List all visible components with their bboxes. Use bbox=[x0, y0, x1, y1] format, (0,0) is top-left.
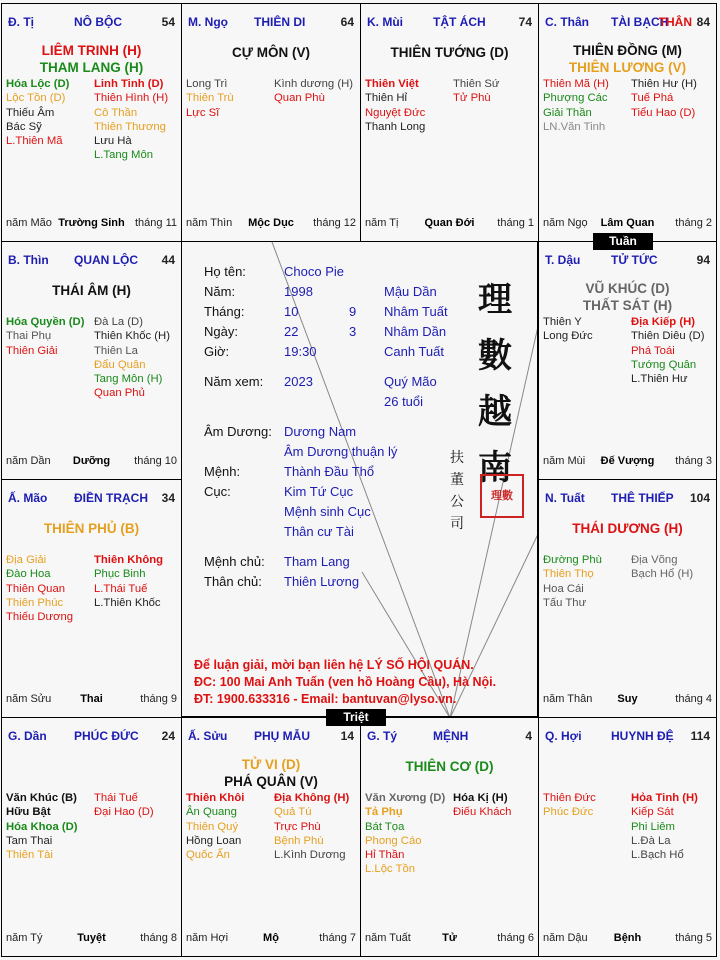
name-label: Họ tên: bbox=[204, 264, 246, 279]
palace-branch: Ấ. Mão bbox=[8, 491, 48, 505]
minor-star: Quả Tú bbox=[274, 806, 312, 819]
palace-ti bbox=[1, 3, 182, 242]
major-stars bbox=[2, 42, 181, 76]
palace-header bbox=[8, 491, 175, 507]
palace-month: tháng 9 bbox=[140, 693, 177, 705]
minor-star: Địa Kiếp (H) bbox=[631, 316, 696, 328]
minor-star: Tả Phụ bbox=[365, 806, 403, 819]
month-lunar: 9 bbox=[349, 304, 357, 319]
palace-thin bbox=[1, 241, 182, 480]
hour-can: Canh Tuất bbox=[384, 344, 444, 359]
palace-footer bbox=[543, 455, 712, 469]
minor-star: Bác Sỹ bbox=[6, 120, 42, 133]
minor-star: Tam Thai bbox=[6, 834, 53, 847]
minor-star: Điếu Khách bbox=[453, 806, 512, 819]
minor-star: Linh Tinh (D) bbox=[94, 78, 164, 90]
minor-star: Trực Phù bbox=[274, 820, 321, 833]
minor-star: L.Thái Tuế bbox=[94, 582, 148, 595]
palace-mui bbox=[360, 3, 539, 242]
palace-month: tháng 10 bbox=[134, 455, 177, 467]
palace-year: năm Thân bbox=[543, 693, 593, 705]
palace-number: 114 bbox=[690, 729, 710, 743]
palace-number: 34 bbox=[161, 491, 175, 505]
minor-star: Thiên Khôi bbox=[186, 792, 245, 804]
palace-branch: G. Tý bbox=[367, 729, 398, 743]
palace-branch: T. Dậu bbox=[545, 253, 581, 267]
hour-label: Giờ: bbox=[204, 344, 230, 359]
major-star: LIÊM TRINH (H) bbox=[41, 43, 142, 58]
palace-month: tháng 6 bbox=[497, 932, 534, 944]
minor-star: Thái Tuế bbox=[94, 792, 138, 804]
month-can: Nhâm Tuất bbox=[384, 304, 448, 319]
minor-star: Kiếp Sát bbox=[631, 806, 674, 819]
palace-footer bbox=[186, 932, 356, 946]
palace-month: tháng 7 bbox=[319, 932, 356, 944]
minor-star: Phong Cáo bbox=[365, 834, 422, 847]
minor-star: Cô Thần bbox=[94, 106, 138, 119]
palace-cycle: Đế Vượng bbox=[600, 455, 655, 467]
minor-star: Thiên Sứ bbox=[453, 78, 500, 90]
minor-star-column bbox=[453, 791, 511, 820]
contact-line-1: Để luận giải, mời bạn liên hệ LÝ SỐ HỘI QUÁN. bbox=[194, 658, 474, 672]
major-stars bbox=[539, 280, 716, 314]
minor-star-column bbox=[543, 791, 596, 820]
minor-star: Quan Phù bbox=[274, 92, 325, 105]
minor-star: Lực Sĩ bbox=[186, 106, 220, 119]
minor-star: Thanh Long bbox=[365, 120, 426, 133]
palace-footer bbox=[543, 217, 712, 231]
minor-star: Thiên Giải bbox=[6, 344, 58, 357]
minor-star: Hóa Kị (H) bbox=[453, 792, 508, 804]
minor-star: Bát Tọa bbox=[365, 820, 405, 833]
triet-badge: Triệt bbox=[326, 709, 386, 726]
minor-star: Ân Quang bbox=[186, 806, 237, 819]
palace-month: tháng 5 bbox=[675, 932, 712, 944]
minor-star: Kình dương (H) bbox=[274, 78, 354, 90]
minor-star: Tang Môn (H) bbox=[94, 373, 163, 386]
minor-star: Hồng Loan bbox=[186, 834, 242, 847]
contact-phone-email: ĐT: 1900.633316 - Email: bantuvan@lyso.vn. bbox=[194, 692, 457, 706]
minor-star: Phá Toái bbox=[631, 344, 675, 357]
than-marker: THÂN bbox=[658, 15, 692, 29]
palace-branch: Đ. Tị bbox=[8, 15, 34, 29]
palace-number: 54 bbox=[161, 15, 175, 29]
minor-star: Thiên Đức bbox=[543, 792, 596, 804]
palace-cycle: Dưỡng bbox=[72, 455, 111, 467]
minor-star: Thiên Khốc (H) bbox=[94, 330, 170, 343]
calligraphy-title: 理數越南 bbox=[478, 280, 512, 488]
minor-star: Đường Phù bbox=[543, 554, 602, 566]
minor-star-column bbox=[631, 791, 698, 862]
minor-star: Thiên Quý bbox=[186, 820, 239, 833]
palace-footer bbox=[543, 932, 712, 946]
minor-star-column bbox=[543, 553, 602, 610]
minor-star-column bbox=[186, 77, 234, 120]
palace-branch: G. Dần bbox=[8, 729, 47, 743]
major-stars bbox=[182, 44, 360, 61]
minor-star: Địa Không (H) bbox=[274, 792, 350, 804]
view-year-label: Năm xem: bbox=[204, 374, 264, 389]
minor-star: Thiên Diêu (D) bbox=[631, 330, 705, 343]
palace-month: tháng 12 bbox=[313, 217, 356, 229]
palace-dan bbox=[1, 717, 182, 957]
minor-star-column bbox=[94, 315, 170, 401]
palace-header bbox=[545, 491, 710, 507]
minor-star-column bbox=[453, 77, 500, 106]
minor-star: Hỏa Tinh (H) bbox=[631, 792, 698, 804]
palace-name: TẬT ÁCH bbox=[433, 15, 486, 29]
minor-star-column bbox=[274, 791, 349, 862]
minor-star-column bbox=[365, 77, 425, 134]
minor-star-column bbox=[94, 77, 168, 163]
minor-star: Phúc Đức bbox=[543, 806, 594, 819]
red-seal-stamp: 理數 bbox=[480, 474, 524, 518]
palace-cycle: Mộ bbox=[263, 932, 279, 944]
minor-star-column bbox=[6, 553, 73, 624]
palace-branch: B. Thìn bbox=[8, 253, 49, 267]
major-stars bbox=[361, 758, 538, 775]
minor-star: Hóa Khoa (D) bbox=[6, 820, 78, 833]
minor-star-column bbox=[6, 315, 84, 358]
palace-header bbox=[545, 253, 710, 269]
minor-star: Tiểu Hao (D) bbox=[631, 106, 696, 119]
contact-address: ĐC: 100 Mai Anh Tuấn (ven hồ Hoàng Cầu), Hà Nội. bbox=[194, 675, 497, 689]
palace-cycle: Bệnh bbox=[613, 932, 642, 944]
minor-star: Tấu Thư bbox=[543, 596, 587, 609]
palace-year: năm Sửu bbox=[6, 693, 52, 705]
palace-cycle: Trường Sinh bbox=[58, 217, 125, 229]
minor-star-column bbox=[94, 791, 154, 820]
minor-star-column bbox=[274, 77, 353, 106]
minor-star: Quan Phủ bbox=[94, 387, 145, 400]
minor-star: L.Thiên Khốc bbox=[94, 596, 161, 609]
minor-star: L.Đà La bbox=[631, 834, 671, 847]
palace-month: tháng 1 bbox=[497, 217, 534, 229]
palace-branch: Ấ. Sửu bbox=[188, 729, 228, 743]
minor-star: Phượng Các bbox=[543, 92, 608, 105]
minor-star: Quốc Ấn bbox=[186, 849, 230, 862]
cuc-note: Mệnh sinh Cục bbox=[284, 504, 371, 519]
major-star: TỬ VI (D) bbox=[241, 757, 301, 772]
major-star: CỰ MÔN (V) bbox=[232, 45, 310, 60]
major-stars bbox=[361, 44, 538, 61]
minor-star: L.Tang Môn bbox=[94, 149, 154, 162]
major-star: VŨ KHÚC (D) bbox=[585, 281, 670, 296]
menhchu-value: Tham Lang bbox=[284, 554, 350, 569]
palace-year: năm Tý bbox=[6, 932, 43, 944]
minor-star: L.Thiên Hư bbox=[631, 373, 688, 386]
palace-name: TỬ TỨC bbox=[611, 253, 658, 267]
minor-star: Hóa Lộc (D) bbox=[6, 78, 70, 90]
minor-star: L.Thiên Mã bbox=[6, 135, 63, 148]
day-label: Ngày: bbox=[204, 324, 238, 339]
major-star: THIÊN PHỦ (B) bbox=[43, 521, 140, 536]
menh-label: Mệnh: bbox=[204, 464, 241, 479]
palace-name: THIÊN DI bbox=[254, 15, 306, 29]
minor-star: Phi Liêm bbox=[631, 820, 675, 833]
palace-month: tháng 2 bbox=[675, 217, 712, 229]
palace-footer bbox=[6, 932, 177, 946]
minor-star: Thiếu Dương bbox=[6, 611, 74, 624]
major-stars bbox=[182, 756, 360, 790]
major-star: PHÁ QUÂN (V) bbox=[224, 774, 318, 789]
minor-star: Thiên Mã (H) bbox=[543, 78, 609, 90]
minor-star: Văn Khúc (B) bbox=[6, 792, 77, 804]
than-cu-note: Thân cư Tài bbox=[284, 524, 354, 539]
major-stars bbox=[2, 282, 181, 299]
minor-star: Hóa Quyền (D) bbox=[6, 316, 85, 328]
minor-star: Thiên Thọ bbox=[543, 568, 594, 581]
major-stars bbox=[539, 520, 716, 537]
palace-footer bbox=[6, 455, 177, 469]
palace-footer bbox=[543, 693, 712, 707]
minor-star: Thiên Hỉ bbox=[365, 92, 408, 105]
palace-name: PHÚC ĐỨC bbox=[74, 729, 139, 743]
palace-year: năm Dậu bbox=[543, 932, 588, 944]
minor-star: Hữu Bật bbox=[6, 806, 51, 819]
palace-number: 4 bbox=[525, 729, 532, 743]
minor-star: Thiên Phúc bbox=[6, 596, 64, 609]
hour-value: 19:30 bbox=[284, 344, 317, 359]
major-stars bbox=[539, 42, 716, 76]
major-star: THIÊN LƯƠNG (V) bbox=[568, 60, 687, 75]
palace-cycle: Tuyệt bbox=[77, 932, 106, 944]
year-label: Năm: bbox=[204, 284, 236, 299]
minor-star: LN.Văn Tinh bbox=[543, 120, 606, 133]
minor-star-column bbox=[6, 77, 69, 148]
palace-year: năm Mão bbox=[6, 217, 52, 229]
palace-number: 84 bbox=[696, 15, 710, 29]
calligraphy-subtitle: 扶董公司 bbox=[450, 450, 464, 532]
minor-star: Lộc Tồn (D) bbox=[6, 92, 66, 105]
minor-star-column bbox=[631, 553, 693, 582]
minor-star: Đào Hoa bbox=[6, 568, 51, 581]
palace-number: 94 bbox=[696, 253, 710, 267]
minor-star: Giải Thần bbox=[543, 106, 592, 119]
palace-year: năm Ngọ bbox=[543, 217, 588, 229]
thanchu-value: Thiên Lương bbox=[284, 574, 360, 589]
cuc-value: Kim Tứ Cục bbox=[284, 484, 354, 499]
month-solar: 10 bbox=[284, 304, 299, 319]
palace-name: ĐIỀN TRẠCH bbox=[74, 491, 148, 505]
palace-cycle: Suy bbox=[617, 693, 638, 705]
major-star: THIÊN TƯỚNG (D) bbox=[390, 45, 509, 60]
major-star: THẤT SÁT (H) bbox=[582, 298, 673, 313]
palace-month: tháng 11 bbox=[134, 217, 177, 229]
month-label: Tháng: bbox=[204, 304, 245, 319]
minor-star-column bbox=[631, 315, 704, 386]
minor-star: Phục Binh bbox=[94, 568, 146, 581]
minor-star: Bạch Hổ (H) bbox=[631, 568, 694, 581]
minor-star: Đà La (D) bbox=[94, 316, 143, 328]
palace-year: năm Hợi bbox=[186, 932, 229, 944]
minor-star: Thiên Việt bbox=[365, 78, 419, 90]
minor-star: Long Đức bbox=[543, 330, 593, 343]
tuan-badge: Tuần bbox=[593, 233, 653, 250]
palace-cycle: Quan Đới bbox=[424, 217, 475, 229]
palace-header bbox=[367, 729, 532, 745]
menh-value: Thành Đầu Thổ bbox=[284, 464, 375, 479]
minor-star: Hoa Cái bbox=[543, 582, 584, 595]
year-value: 1998 bbox=[284, 284, 313, 299]
palace-number: 104 bbox=[689, 491, 710, 505]
palace-hoi bbox=[538, 717, 717, 957]
palace-number: 44 bbox=[161, 253, 175, 267]
palace-ngo bbox=[181, 3, 361, 242]
palace-year: năm Thìn bbox=[186, 217, 233, 229]
year-can: Mậu Dần bbox=[384, 284, 437, 299]
minor-star: Nguyệt Đức bbox=[365, 106, 426, 119]
minor-star: Văn Xương (D) bbox=[365, 792, 446, 804]
view-year-value: 2023 bbox=[284, 374, 313, 389]
major-star: THÁI ÂM (H) bbox=[52, 283, 131, 298]
minor-star: Long Trì bbox=[186, 78, 228, 90]
minor-star: Hỉ Thần bbox=[365, 849, 405, 862]
minor-star: Bệnh Phù bbox=[274, 834, 324, 847]
minor-star-column bbox=[94, 553, 163, 610]
minor-star: Thiên Thương bbox=[94, 120, 166, 133]
minor-star: Thiên Trù bbox=[186, 92, 234, 105]
minor-star-column bbox=[543, 315, 593, 344]
palace-cycle: Thai bbox=[80, 693, 103, 705]
minor-star: Thiên Không bbox=[94, 554, 164, 566]
minor-star-column bbox=[631, 77, 697, 120]
palace-month: tháng 8 bbox=[140, 932, 177, 944]
minor-star: Thiếu Âm bbox=[6, 106, 55, 119]
palace-number: 74 bbox=[518, 15, 532, 29]
palace-month: tháng 4 bbox=[675, 693, 712, 705]
palace-footer bbox=[6, 217, 177, 231]
palace-cycle: Mộc Dục bbox=[248, 217, 294, 229]
name-value: Choco Pie bbox=[284, 264, 344, 279]
minor-star: Tử Phù bbox=[453, 92, 491, 105]
palace-mao bbox=[1, 479, 182, 718]
amduong-label: Âm Dương: bbox=[204, 424, 272, 439]
palace-name: MỆNH bbox=[433, 729, 469, 743]
minor-star: Thai Phụ bbox=[6, 330, 52, 343]
palace-branch: M. Ngọ bbox=[188, 15, 228, 29]
palace-name: NÔ BỘC bbox=[74, 15, 122, 29]
palace-cycle: Lâm Quan bbox=[600, 217, 655, 229]
minor-star: Tướng Quân bbox=[631, 358, 697, 371]
minor-star-column bbox=[543, 77, 609, 134]
minor-star: L.Bạch Hổ bbox=[631, 849, 684, 862]
minor-star: Lưu Hà bbox=[94, 135, 132, 148]
major-star: THIÊN CƠ (D) bbox=[405, 759, 494, 774]
major-star: THÁI DƯƠNG (H) bbox=[572, 521, 683, 536]
palace-number: 64 bbox=[340, 15, 354, 29]
palace-name: THÊ THIẾP bbox=[611, 491, 674, 505]
minor-star: Tuế Phá bbox=[631, 92, 674, 105]
palace-than bbox=[538, 3, 717, 242]
minor-star: L.Lộc Tồn bbox=[365, 863, 416, 876]
minor-star: Thiên Quan bbox=[6, 582, 66, 595]
palace-branch: C. Thân bbox=[545, 15, 589, 29]
palace-year: năm Tị bbox=[365, 217, 399, 229]
palace-month: tháng 3 bbox=[675, 455, 712, 467]
palace-name: HUYNH ĐỆ bbox=[611, 729, 674, 743]
palace-header bbox=[545, 729, 710, 745]
amduong-note: Âm Dương thuận lý bbox=[284, 444, 398, 459]
palace-number: 24 bbox=[161, 729, 175, 743]
palace-header bbox=[367, 15, 532, 31]
minor-star: Đại Hao (D) bbox=[94, 806, 154, 819]
palace-header bbox=[188, 729, 354, 745]
palace-name: QUAN LỘC bbox=[74, 253, 138, 267]
minor-star: Thiên Hư (H) bbox=[631, 78, 697, 90]
minor-star: L.Kình Dương bbox=[274, 849, 346, 862]
palace-footer bbox=[365, 932, 534, 946]
menhchu-label: Mệnh chủ: bbox=[204, 554, 265, 569]
palace-cycle: Tử bbox=[442, 932, 457, 944]
minor-star: Địa Võng bbox=[631, 554, 678, 566]
palace-year: năm Tuất bbox=[365, 932, 411, 944]
minor-star-column bbox=[365, 791, 445, 877]
major-star: THIÊN ĐỒNG (M) bbox=[573, 43, 682, 58]
minor-star: Thiên Tài bbox=[6, 849, 53, 862]
palace-tuat bbox=[538, 479, 717, 718]
palace-dau bbox=[538, 241, 717, 480]
palace-header bbox=[545, 15, 710, 31]
palace-header bbox=[8, 15, 175, 31]
palace-footer bbox=[365, 217, 534, 231]
thanchu-label: Thân chủ: bbox=[204, 574, 262, 589]
minor-star: Địa Giải bbox=[6, 554, 47, 566]
minor-star-column bbox=[6, 791, 78, 862]
age-value: 26 tuổi bbox=[384, 394, 424, 409]
amduong-value: Dương Nam bbox=[284, 424, 357, 439]
palace-header bbox=[8, 729, 175, 745]
minor-star: Thiên Hình (H) bbox=[94, 92, 169, 105]
day-lunar: 3 bbox=[349, 324, 357, 339]
palace-header bbox=[8, 253, 175, 269]
palace-footer bbox=[6, 693, 177, 707]
palace-name: PHỤ MẪU bbox=[254, 729, 310, 743]
center-info-panel bbox=[181, 241, 538, 717]
palace-name: TÀI BẠCH bbox=[611, 15, 669, 29]
palace-header bbox=[188, 15, 354, 31]
major-star: THAM LANG (H) bbox=[39, 60, 144, 75]
cuc-label: Cục: bbox=[204, 484, 231, 499]
palace-ty bbox=[360, 717, 539, 957]
minor-star-column bbox=[186, 791, 244, 862]
palace-footer bbox=[186, 217, 356, 231]
palace-year: năm Mùi bbox=[543, 455, 586, 467]
minor-star: Thiên La bbox=[94, 344, 138, 357]
minor-star: Thiên Y bbox=[543, 316, 582, 328]
minor-star: Đẩu Quân bbox=[94, 358, 146, 371]
major-stars bbox=[2, 520, 181, 537]
day-solar: 22 bbox=[284, 324, 299, 339]
palace-suu bbox=[181, 717, 361, 957]
palace-branch: Q. Hợi bbox=[545, 729, 582, 743]
day-can: Nhâm Dần bbox=[384, 324, 447, 339]
palace-branch: N. Tuất bbox=[545, 491, 585, 505]
palace-branch: K. Mùi bbox=[367, 15, 403, 29]
palace-number: 14 bbox=[340, 729, 354, 743]
palace-year: năm Dần bbox=[6, 455, 51, 467]
view-year-can: Quý Mão bbox=[384, 374, 437, 389]
